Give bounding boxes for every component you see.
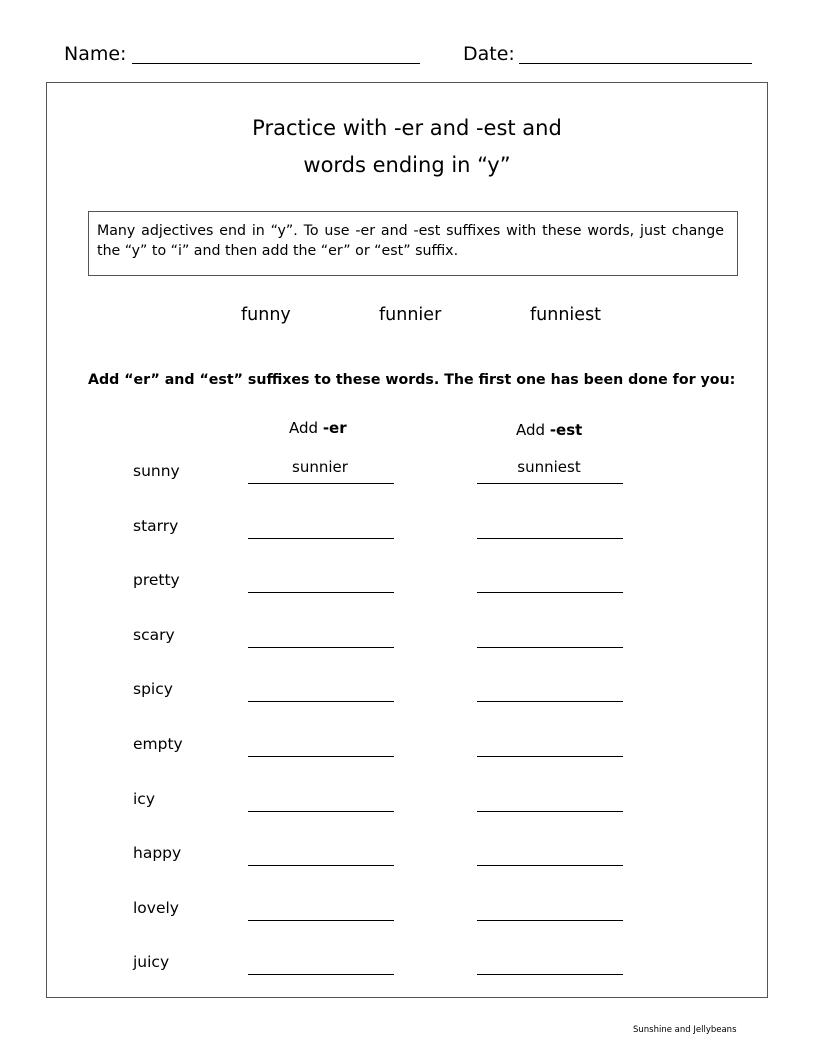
info-box: Many adjectives end in “y”. To use -er and -est suffixes with these words, just change the “y” to “i” and then add the “er” or “est” suffix. — [88, 211, 738, 276]
er-blank-9[interactable] — [248, 920, 394, 921]
er-blank-5[interactable] — [248, 701, 394, 702]
example-est: funniest — [530, 305, 602, 325]
column-header-est-suffix: -est — [549, 421, 583, 439]
column-header-est-prefix: Add — [516, 421, 546, 439]
word-5: spicy — [133, 680, 173, 699]
date-field[interactable] — [519, 63, 752, 64]
er-blank-10[interactable] — [248, 974, 394, 975]
column-header-er-prefix: Add — [289, 419, 319, 437]
er-blank-7[interactable] — [248, 811, 394, 812]
column-header-er — [289, 419, 347, 437]
column-header-er-suffix: -er — [322, 419, 347, 437]
example-base: funny — [241, 305, 291, 325]
word-8: happy — [133, 844, 182, 863]
date-label: Date: — [463, 43, 515, 65]
est-blank-2[interactable] — [477, 538, 623, 539]
est-blank-8[interactable] — [477, 865, 623, 866]
name-field[interactable] — [132, 63, 420, 64]
est-answer-1: sunniest — [517, 458, 581, 476]
er-blank-1 — [248, 483, 394, 484]
er-blank-4[interactable] — [248, 647, 394, 648]
word-4: scary — [133, 625, 175, 644]
title-line-2: words ending in “y” — [303, 153, 511, 177]
word-3: pretty — [133, 571, 180, 590]
er-blank-2[interactable] — [248, 538, 394, 539]
word-7: icy — [133, 789, 156, 808]
name-label: Name: — [64, 43, 127, 65]
column-header-est — [516, 421, 582, 439]
er-blank-6[interactable] — [248, 756, 394, 757]
est-blank-1 — [477, 483, 623, 484]
est-blank-6[interactable] — [477, 756, 623, 757]
est-blank-9[interactable] — [477, 920, 623, 921]
er-blank-8[interactable] — [248, 865, 394, 866]
word-9: lovely — [133, 898, 179, 917]
est-blank-10[interactable] — [477, 974, 623, 975]
example-er: funnier — [379, 305, 442, 325]
est-blank-7[interactable] — [477, 811, 623, 812]
title-line-1: Practice with -er and -est and — [252, 116, 562, 140]
footer-credit: Sunshine and Jellybeans — [633, 1025, 737, 1035]
er-blank-3[interactable] — [248, 592, 394, 593]
er-answer-1: sunnier — [292, 458, 348, 476]
word-6: empty — [133, 735, 183, 753]
word-10: juicy — [133, 953, 170, 972]
est-blank-5[interactable] — [477, 701, 623, 702]
word-2: starry — [133, 516, 179, 535]
est-blank-4[interactable] — [477, 647, 623, 648]
instructions: Add “er” and “est” suffixes to these words. The first one has been done for you: — [88, 372, 736, 388]
est-blank-3[interactable] — [477, 592, 623, 593]
word-1: sunny — [133, 462, 180, 480]
